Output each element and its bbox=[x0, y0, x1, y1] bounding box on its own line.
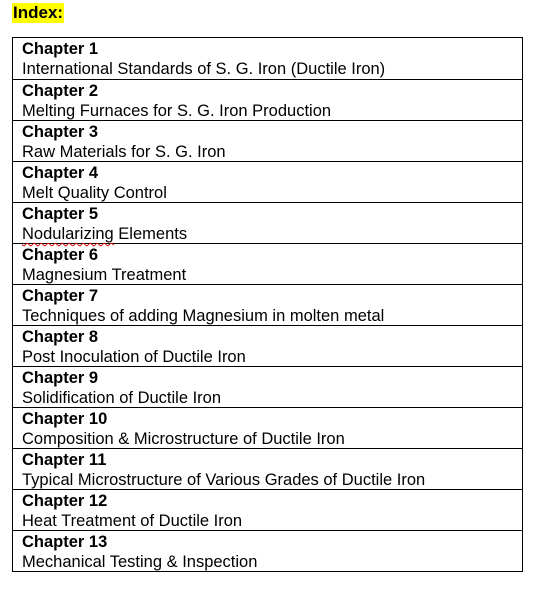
chapter-title: Typical Microstructure of Various Grades of Ductile Iron bbox=[22, 471, 426, 489]
chapter-title: Solidification of Ductile Iron bbox=[22, 389, 222, 407]
chapter-number: Chapter 13 bbox=[22, 533, 108, 551]
chapter-row-3 bbox=[13, 120, 522, 161]
chapter-number: Chapter 9 bbox=[22, 369, 99, 387]
chapter-row-9 bbox=[13, 366, 522, 407]
chapter-title: Melting Furnaces for S. G. Iron Production bbox=[22, 102, 332, 120]
chapter-row-11 bbox=[13, 448, 522, 489]
index-heading: Index: bbox=[13, 3, 64, 22]
chapter-title bbox=[22, 224, 522, 244]
chapter-row-12 bbox=[13, 489, 522, 530]
chapter-row-10 bbox=[13, 407, 522, 448]
chapter-number: Chapter 12 bbox=[22, 492, 108, 510]
chapter-title: Melt Quality Control bbox=[22, 184, 167, 202]
chapter-row-13 bbox=[13, 530, 522, 571]
chapter-number: Chapter 10 bbox=[22, 410, 108, 428]
chapter-number: Chapter 8 bbox=[22, 328, 99, 346]
chapter-number: Chapter 2 bbox=[22, 82, 99, 100]
chapter-title-rest: Elements bbox=[113, 225, 188, 243]
chapter-row-5 bbox=[13, 202, 522, 243]
chapter-number: Chapter 11 bbox=[22, 451, 107, 469]
chapter-title: Magnesium Treatment bbox=[22, 266, 187, 284]
chapter-row-1 bbox=[13, 38, 522, 79]
chapter-number: Chapter 6 bbox=[22, 246, 99, 264]
chapter-index-table bbox=[12, 37, 523, 572]
chapter-number: Chapter 3 bbox=[22, 123, 99, 141]
chapter-title: Post Inoculation of Ductile Iron bbox=[22, 348, 246, 366]
chapter-title: Raw Materials for S. G. Iron bbox=[22, 143, 226, 161]
chapter-number: Chapter 7 bbox=[22, 287, 99, 305]
chapter-title: Composition & Microstructure of Ductile Iron bbox=[22, 430, 345, 448]
chapter-number: Chapter 1 bbox=[22, 40, 99, 58]
chapter-row-6 bbox=[13, 243, 522, 284]
chapter-title: International Standards of S. G. Iron (Ductile Iron) bbox=[22, 60, 386, 78]
chapter-number: Chapter 4 bbox=[22, 164, 99, 182]
chapter-row-7 bbox=[13, 284, 522, 325]
chapter-title: Heat Treatment of Ductile Iron bbox=[22, 512, 243, 530]
chapter-row-4 bbox=[13, 161, 522, 202]
chapter-row-8 bbox=[13, 325, 522, 366]
chapter-title: Mechanical Testing & Inspection bbox=[22, 553, 258, 571]
chapter-row-2 bbox=[13, 79, 522, 120]
chapter-title: Techniques of adding Magnesium in molten metal bbox=[22, 307, 385, 325]
spellcheck-flagged-word[interactable]: Nodularizing bbox=[22, 225, 114, 243]
chapter-number: Chapter 5 bbox=[22, 205, 99, 223]
